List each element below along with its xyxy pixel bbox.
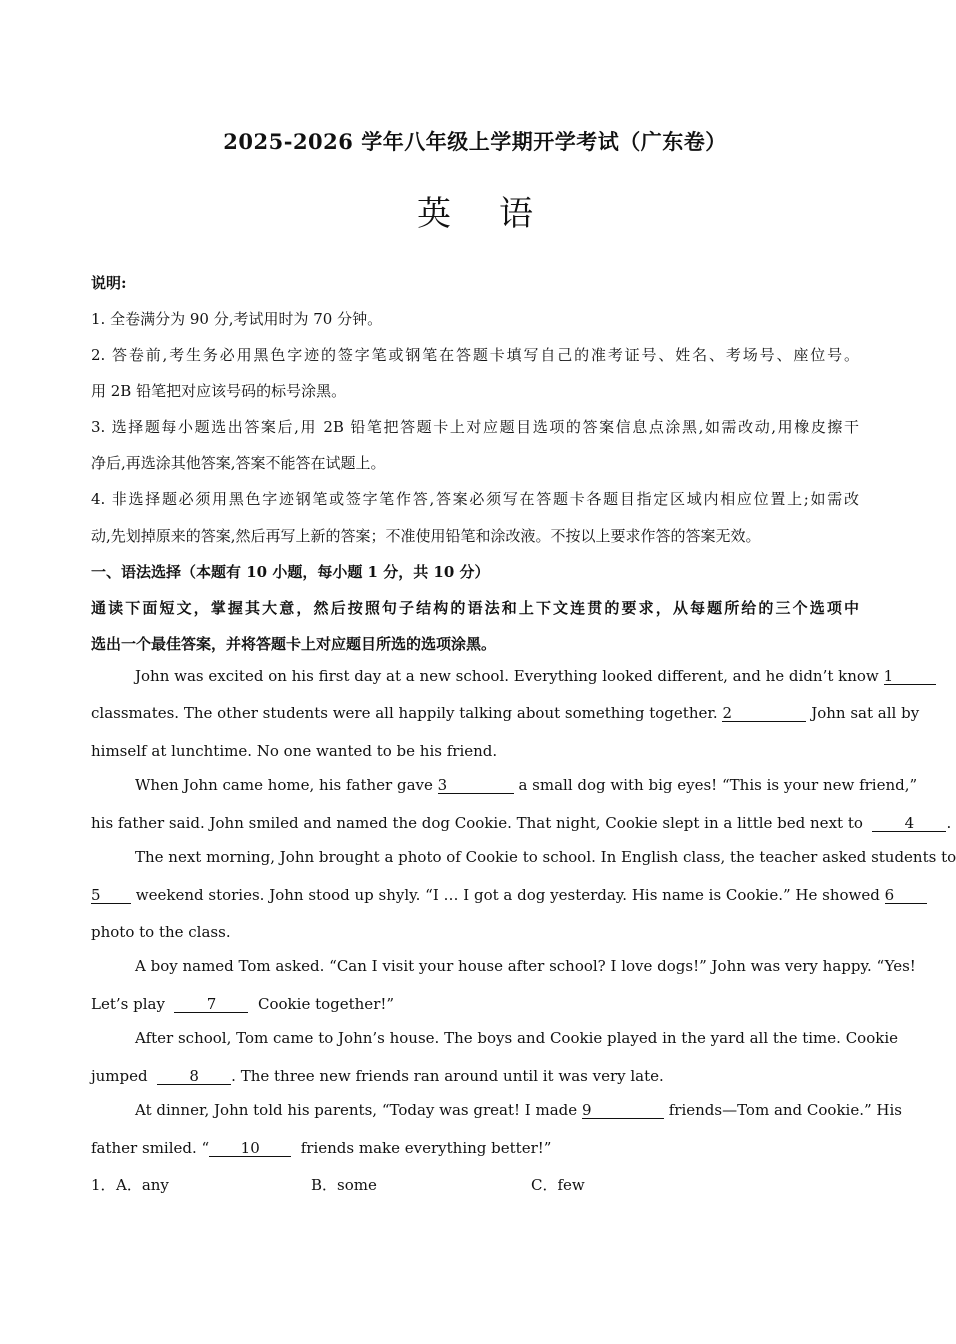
section-directions-a: 通读下面短文，掌握其大意，然后按照句子结构的语法和上下文连贯的要求，从每题所给的三个选项中 — [91, 599, 859, 617]
passage-line: photo to the class. — [91, 923, 231, 941]
blank-4: 4 — [872, 815, 946, 832]
passage-text: a small dog with big eyes! “This is your new friend,” — [518, 776, 918, 794]
passage-line — [91, 1139, 859, 1157]
blank-6: 6 — [885, 887, 927, 904]
blank-1: 1 — [884, 668, 936, 685]
subject-char-2: 语 — [499, 194, 533, 234]
passage-line — [91, 814, 952, 832]
subject-title — [0, 186, 950, 235]
passage-text: . — [946, 814, 952, 832]
section-heading: 一、语法选择（本题有 10 小题，每小题 1 分，共 10 分） — [91, 563, 490, 581]
passage-line — [135, 776, 918, 794]
passage-text: friends—Tom and Cookie.” His — [668, 1101, 902, 1119]
instruction-4a: 4. 非选择题必须用黑色字迹钢笔或签字笔作答,答案必须写在答题卡各题目指定区域内相应位置上;如需改 — [91, 490, 859, 508]
instruction-3b: 净后,再选涂其他答案,答案不能答在试题上。 — [91, 454, 386, 472]
question-number: 1． — [91, 1176, 116, 1194]
instruction-4b: 动,先划掉原来的答案,然后再写上新的答案；不准使用铅笔和涂改液。不按以上要求作答的答案无效。 — [91, 527, 761, 545]
passage-text: . The three new friends ran around until it was very late. — [231, 1067, 664, 1085]
passage-line — [91, 995, 859, 1013]
passage-text: jumped — [91, 1067, 148, 1085]
passage-text: his father said. John smiled and named the dog Cookie. That night, Cookie slept in a little bed next to — [91, 814, 863, 832]
passage-text: friends make everything better!” — [300, 1139, 552, 1157]
blank-5: 5 — [91, 887, 131, 904]
instruction-2b: 用 2B 铅笔把对应该号码的标号涂黑。 — [91, 382, 347, 400]
instructions-heading: 说明: — [91, 274, 127, 292]
subject-char-1: 英 — [417, 194, 451, 234]
blank-2: 2 — [722, 705, 806, 722]
option-b[interactable]: B．some — [311, 1176, 377, 1194]
instruction-2a: 2. 答卷前,考生务必用黑色字迹的签字笔或钢笔在答题卡填写自己的准考证号、姓名、考场号、座位号。 — [91, 346, 859, 364]
passage-line: himself at lunchtime. No one wanted to be his friend. — [91, 742, 498, 760]
passage-line — [135, 667, 894, 685]
passage-text: Let’s play — [91, 995, 165, 1013]
passage-line: A boy named Tom asked. “Can I visit your house after school? I love dogs!” John was very happy. “Yes! — [135, 957, 916, 975]
blank-8: 8 — [157, 1068, 231, 1085]
passage-line — [91, 886, 895, 904]
passage-text: At dinner, John told his parents, “Today was great! I made — [135, 1101, 578, 1119]
blank-3: 3 — [438, 777, 514, 794]
blank-7: 7 — [174, 996, 248, 1013]
passage-text: weekend stories. John stood up shyly. “I … I got a dog yesterday. His name is Cookie.” He showed — [135, 886, 880, 904]
passage-text: Cookie together!” — [258, 995, 395, 1013]
passage-text: John was excited on his first day at a new school. Everything looked different, and he didn’t know — [135, 667, 879, 685]
option-c[interactable]: C．few — [531, 1176, 585, 1194]
blank-9: 9 — [582, 1102, 664, 1119]
passage-line — [91, 1067, 859, 1085]
passage-text: When John came home, his father gave — [135, 776, 433, 794]
passage-text: John sat all by — [811, 704, 920, 722]
passage-line — [91, 704, 920, 722]
passage-text: father smiled. “ — [91, 1139, 210, 1157]
exam-title: 2025-2026 学年八年级上学期开学考试（广东卷） — [223, 129, 727, 154]
passage-text: classmates. The other students were all happily talking about something together. — [91, 704, 718, 722]
passage-line: The next morning, John brought a photo of Cookie to school. In English class, the teacher asked students to — [135, 848, 956, 866]
instruction-3a: 3. 选择题每小题选出答案后,用 2B 铅笔把答题卡上对应题目选项的答案信息点涂黑,如需改动,用橡皮擦干 — [91, 418, 859, 436]
option-a[interactable]: A．any — [116, 1176, 169, 1194]
passage-line — [135, 1101, 902, 1119]
blank-10: 10 — [209, 1140, 291, 1157]
section-directions-b: 选出一个最佳答案，并将答题卡上对应题目所选的选项涂黑。 — [91, 635, 497, 653]
passage-line: After school, Tom came to John’s house. The boys and Cookie played in the yard all the time. Cookie — [135, 1029, 898, 1047]
instruction-1: 1. 全卷满分为 90 分,考试用时为 70 分钟。 — [91, 310, 383, 328]
